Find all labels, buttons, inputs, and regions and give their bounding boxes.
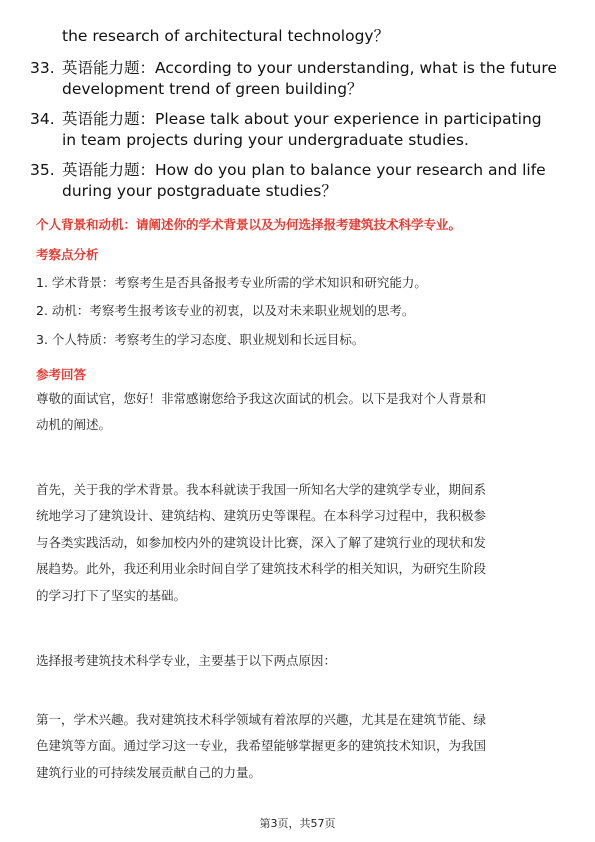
answer-para4-line1: 第一，学术兴趣。我对建筑技术科学领域有着浓厚的兴趣，尤其是在建筑节能、绿: [36, 712, 487, 727]
analysis-heading: 考察点分析: [36, 247, 99, 262]
analysis-item-2: 2. 动机：考察考生报考该专业的初衷，以及对未来职业规划的思考。: [36, 303, 415, 318]
answer-para4-line2: 色建筑等方面。通过学习这一专业，我希望能够掌握更多的建筑技术知识，为我国: [36, 738, 487, 753]
analysis-item-3: 3. 个人特质：考察考生的学习态度、职业规划和长远目标。: [36, 332, 365, 347]
answer-para2-line5: 的学习打下了坚实的基础。: [36, 588, 187, 603]
question-35-number: 35.: [30, 161, 55, 179]
question-34-line2: in team projects during your undergraduate studies.: [62, 131, 469, 149]
page-footer: 第3页，共57页: [259, 817, 336, 830]
answer-para3: 选择报考建筑技术科学专业，主要基于以下两点原因：: [36, 653, 337, 668]
answer-para2-line1: 首先，关于我的学术背景。我本科就读于我国一所知名大学的建筑学专业，期间系: [36, 482, 487, 497]
question-33-number: 33.: [30, 59, 55, 77]
analysis-item-1: 1. 学术背景：考察考生是否具备报考专业所需的学术知识和研究能力。: [36, 275, 427, 290]
answer-para2-line4: 展趋势。此外，我还利用业余时间自学了建筑技术科学的相关知识，为研究生阶段: [36, 561, 487, 576]
question-34-number: 34.: [30, 110, 55, 128]
question-32-continuation: the research of architectural technology？: [62, 27, 390, 45]
answer-heading: 参考回答: [36, 367, 87, 382]
question-33-line2: development trend of green building？: [62, 80, 363, 98]
question-35-line1: 英语能力题：How do you plan to balance your research and life: [62, 161, 546, 179]
answer-para1-line2: 动机的阐述。: [36, 417, 112, 432]
answer-para2-line3: 与各类实践活动，如参加校内外的建筑设计比赛，深入了解了建筑行业的现状和发: [36, 535, 487, 550]
section-title: 个人背景和动机：请阐述你的学术背景以及为何选择报考建筑技术科学专业。: [36, 217, 462, 232]
answer-para2-line2: 统地学习了建筑设计、建筑结构、建筑历史等课程。在本科学习过程中，我积极参: [36, 508, 487, 523]
question-33-line1: 英语能力题：According to your understanding, what is the future: [62, 59, 557, 77]
question-35-line2: during your postgraduate studies？: [62, 182, 337, 200]
answer-para1-line1: 尊敬的面试官，您好！非常感谢您给予我这次面试的机会。以下是我对个人背景和: [36, 391, 487, 406]
question-34-line1: 英语能力题：Please talk about your experience in participating: [62, 110, 542, 128]
answer-para4-line3: 建筑行业的可持续发展贡献自己的力量。: [36, 765, 262, 780]
